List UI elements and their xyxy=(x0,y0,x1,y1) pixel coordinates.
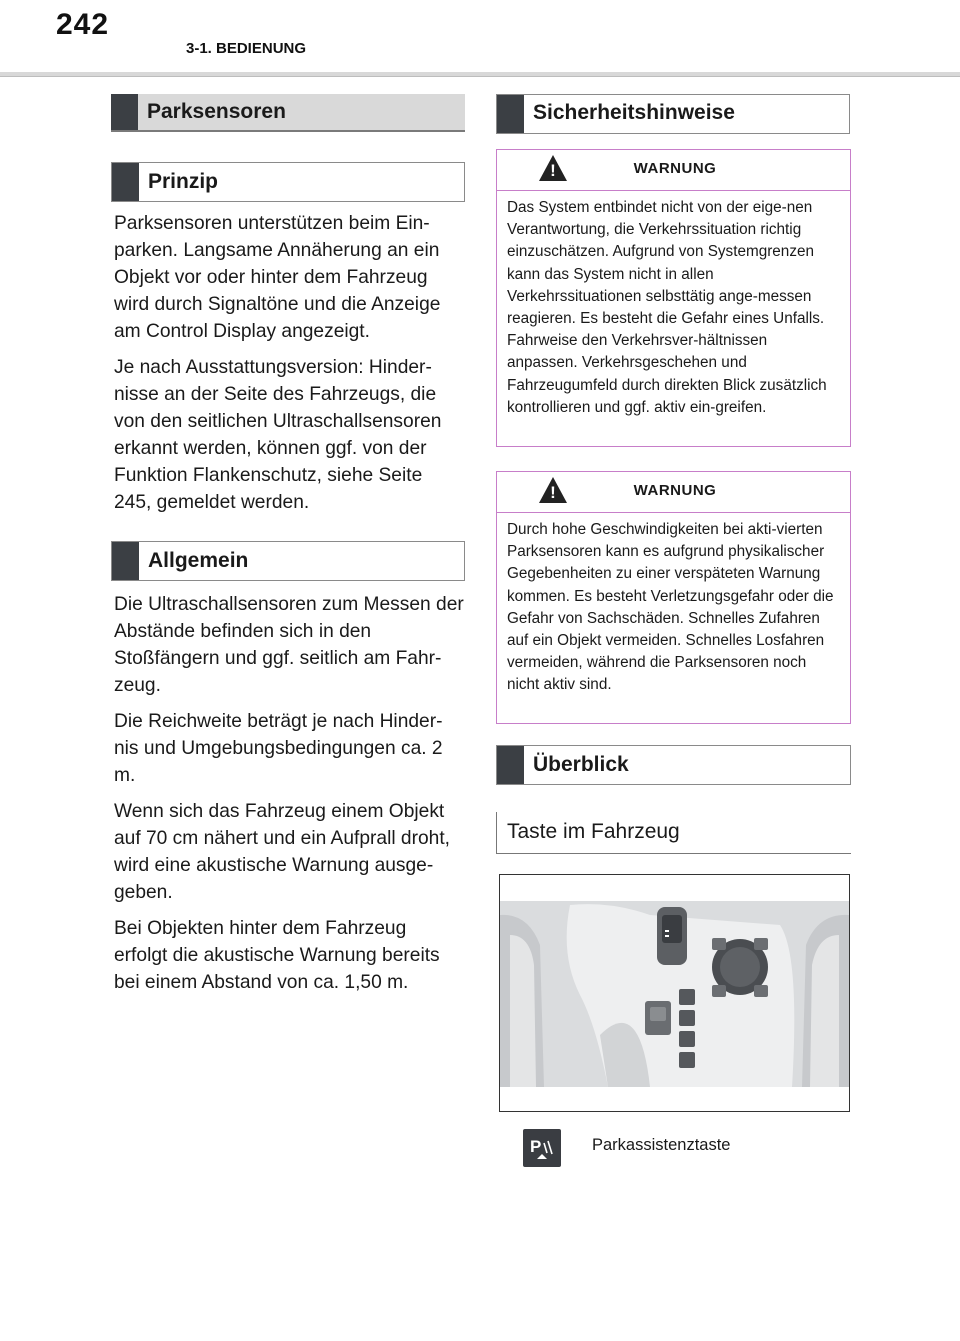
paragraph: Je nach Ausstattungsversion: Hinder-nisse an der Seite des Fahrzeugs, die von den seitlichen Ultraschallsensoren erkannt werden, können ggf. von der Funktion Flankenschutz, siehe Seite 245, gemeldet werden. xyxy=(114,357,442,513)
chapter-title: 3-1. BEDIENUNG xyxy=(186,40,307,57)
heading-bar xyxy=(112,163,139,201)
svg-text:P: P xyxy=(530,1137,542,1156)
overview-title: Überblick xyxy=(533,753,629,776)
section-heading-parksensoren xyxy=(111,94,465,132)
warning-text: Durch hohe Geschwindigkeiten bei akti-vierten Parksensoren kann es aufgrund physikalischer Gegebenheiten zu einer verspäteten Warnung kommen. Es besteht Verletzungsgefahr oder die Gefahr von Sachschäden. Schnelles Zufahren auf ein Objekt vermeiden. Schnelles Losfahren vermeiden, während die Parksensoren noch nicht aktiv sind. xyxy=(507,521,834,694)
subsection-title: Taste im Fahrzeug xyxy=(507,820,680,843)
paragraph: Die Reichweite beträgt je nach Hinder-nis und Umgebungsbedingungen ca. 2 m. xyxy=(114,711,443,786)
general-text xyxy=(114,591,464,1005)
park-assist-icon xyxy=(523,1129,561,1167)
section-heading-sicherheitshinweise xyxy=(496,94,850,134)
exclamation-icon: ! xyxy=(550,483,556,502)
paragraph: Parksensoren unterstützen beim Ein-parken. Langsame Annäherung an ein Objekt vor oder hinter dem Fahrzeug wird durch Signaltöne und die Anzeige am Control Display angezeigt. xyxy=(114,213,441,342)
warning-text: Das System entbindet nicht von der eige-nen Verantwortung, die Verkehrssituation richtig einzuschätzen. Aufgrund von Systemgrenzen kann das System nicht in allen Verkehrssituationen selbsttätig ange-messen reagieren. Es besteht die Gefahr eines Unfalls. Fahrweise den Verkehrsver-hältnissen anpassen. Verkehrsgeschehen und Fahrzeugumfeld durch direkten Blick zusätzlich kontrollieren und ggf. aktiv ein-greifen. xyxy=(507,199,827,416)
heading-allgemein-title: Allgemein xyxy=(148,549,249,572)
warning-label: WARNUNG xyxy=(633,482,717,499)
heading-prinzip-title: Prinzip xyxy=(148,170,219,193)
paragraph: Bei Objekten hinter dem Fahrzeug erfolgt die akustische Warnung bereits bei einem Abstand von ca. 1,50 m. xyxy=(114,918,440,993)
warning-box-1 xyxy=(496,149,851,447)
heading-ueberblick xyxy=(496,745,851,785)
exclamation-icon: ! xyxy=(550,161,556,180)
heading-bar xyxy=(497,746,524,784)
center-console-illustration xyxy=(499,874,850,1112)
header-rule xyxy=(0,72,960,77)
subsection-heading xyxy=(496,812,851,854)
principle-text xyxy=(114,210,464,525)
legend-label: Parkassistenztaste xyxy=(592,1136,731,1154)
warning-label: WARNUNG xyxy=(633,160,717,177)
park-assist-glyph xyxy=(523,1129,561,1167)
heading-bar xyxy=(497,95,524,133)
safety-title: Sicherheitshinweise xyxy=(533,101,735,124)
section-title: Parksensoren xyxy=(147,100,286,123)
warning-box-2 xyxy=(496,471,851,724)
paragraph: Wenn sich das Fahrzeug einem Objekt auf 70 cm nähert und ein Aufprall droht, wird eine akustische Warnung ausge-geben. xyxy=(114,801,450,903)
warning-header xyxy=(497,472,850,513)
warning-header xyxy=(497,150,850,191)
page-number: 242 xyxy=(56,8,110,41)
heading-prinzip xyxy=(111,162,465,202)
paragraph: Die Ultraschallsensoren zum Messen der Abstände befinden sich in den Stoßfängern und ggf. seitlich am Fahr-zeug. xyxy=(114,594,464,696)
heading-bar xyxy=(112,542,139,580)
heading-allgemein xyxy=(111,541,465,581)
heading-bar xyxy=(111,94,138,130)
console-drawing xyxy=(500,875,849,1111)
